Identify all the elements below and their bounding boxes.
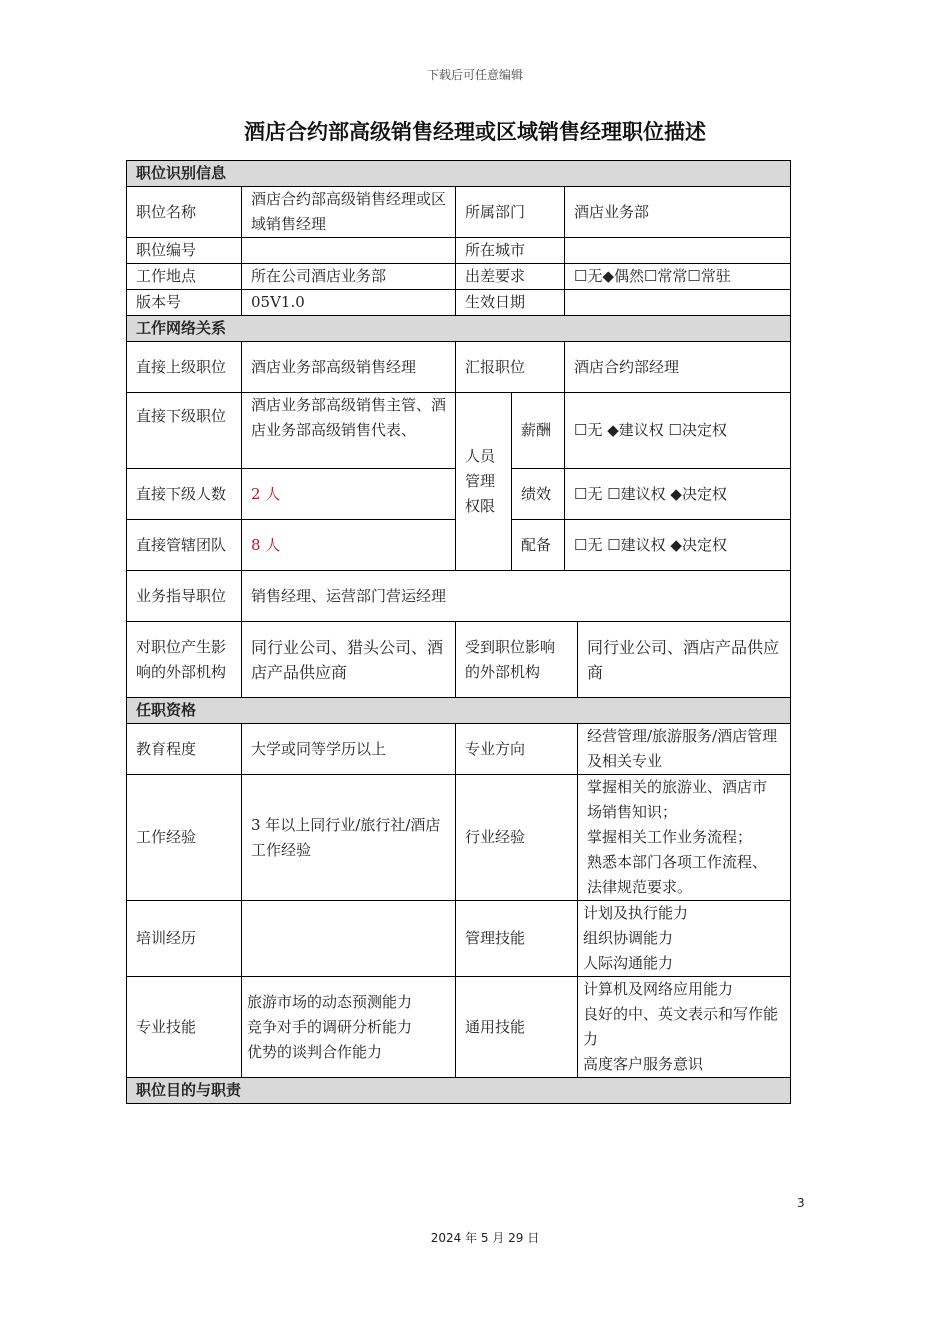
city-value [565, 238, 791, 264]
mgmt-skill-line: 组织协调能力 [583, 929, 674, 947]
superior-label: 直接上级职位 [127, 342, 242, 393]
performance-label: 绩效 [512, 469, 565, 520]
staffing-label: 配备 [512, 520, 565, 571]
influenced-label: 受到职位影响的外部机构 [456, 622, 578, 698]
influence-out-value: 同行业公司、猎头公司、酒店产品供应商 [242, 622, 456, 698]
work-exp-label: 工作经验 [127, 775, 242, 901]
location-value: 所在公司酒店业务部 [242, 264, 456, 290]
section-purpose: 职位目的与职责 [127, 1078, 791, 1104]
training-value [242, 901, 456, 977]
mgmt-skill-line: 人际沟通能力 [583, 954, 674, 972]
personnel-authority-label: 人员管理权限 [456, 393, 512, 571]
industry-exp-value [578, 775, 791, 901]
department-label: 所属部门 [456, 187, 565, 238]
version-label: 版本号 [127, 290, 242, 316]
location-label: 工作地点 [127, 264, 242, 290]
work-exp-value: 3 年以上同行业/旅行社/酒店工作经验 [242, 775, 456, 901]
salary-authority-value: ☐无 ◆建议权 ☐决定权 [565, 393, 791, 469]
training-label: 培训经历 [127, 901, 242, 977]
pro-skill-value [242, 977, 456, 1078]
staffing-authority-value: ☐无 ☐建议权 ◆决定权 [565, 520, 791, 571]
section-identification: 职位识别信息 [127, 161, 791, 187]
pro-skill-label: 专业技能 [127, 977, 242, 1078]
guidance-value: 销售经理、运营部门营运经理 [242, 571, 791, 622]
performance-authority-value: ☐无 ☐建议权 ◆决定权 [565, 469, 791, 520]
industry-exp-label: 行业经验 [456, 775, 578, 901]
mgmt-skill-line: 计划及执行能力 [583, 904, 689, 922]
mgmt-skill-value [578, 901, 791, 977]
education-label: 教育程度 [127, 724, 242, 775]
subordinate-value: 酒店业务部高级销售主管、酒店业务部高级销售代表、 [242, 393, 456, 469]
salary-label: 薪酬 [512, 393, 565, 469]
superior-value: 酒店业务部高级销售经理 [242, 342, 456, 393]
section-network: 工作网络关系 [127, 316, 791, 342]
page-number: 3 [797, 1196, 805, 1210]
education-value: 大学或同等学历以上 [242, 724, 456, 775]
position-name-value: 酒店合约部高级销售经理或区域销售经理 [242, 187, 456, 238]
subordinate-label: 直接下级职位 [127, 393, 242, 469]
effective-date-label: 生效日期 [456, 290, 565, 316]
report-label: 汇报职位 [456, 342, 565, 393]
influenced-value: 同行业公司、酒店产品供应商 [578, 622, 791, 698]
department-value: 酒店业务部 [565, 187, 791, 238]
general-skill-value [578, 977, 791, 1078]
footer-date: 2024 年 5 月 29 日 [430, 1231, 540, 1245]
pro-skill-line: 竞争对手的调研分析能力 [247, 1017, 413, 1036]
general-skill-line: 良好的中、英文表示和写作能力 [583, 1005, 779, 1048]
job-description-table [126, 160, 791, 1104]
team-value: 8 人 [242, 520, 456, 571]
section-qualification: 任职资格 [127, 698, 791, 724]
travel-value: ☐无◆偶然☐常常☐常驻 [565, 264, 791, 290]
major-value: 经营管理/旅游服务/酒店管理及相关专业 [578, 724, 791, 775]
general-skill-line: 高度客户服务意识 [583, 1055, 704, 1073]
subordinate-count-label: 直接下级人数 [127, 469, 242, 520]
subordinate-count-value: 2 人 [242, 469, 456, 520]
mgmt-skill-label: 管理技能 [456, 901, 578, 977]
influence-out-label: 对职位产生影响的外部机构 [127, 622, 242, 698]
general-skill-line: 计算机及网络应用能力 [583, 980, 734, 998]
version-value: 05V1.0 [242, 290, 456, 316]
document-title: 酒店合约部高级销售经理或区域销售经理职位描述 [244, 120, 706, 144]
pro-skill-line: 旅游市场的动态预测能力 [247, 992, 413, 1011]
travel-label: 出差要求 [456, 264, 565, 290]
major-label: 专业方向 [456, 724, 578, 775]
effective-date-value [565, 290, 791, 316]
position-no-label: 职位编号 [127, 238, 242, 264]
general-skill-label: 通用技能 [456, 977, 578, 1078]
city-label: 所在城市 [456, 238, 565, 264]
header-note: 下载后可任意编辑 [426, 68, 523, 82]
industry-exp-line: 掌握相关的旅游业、酒店市场销售知识； [587, 778, 768, 821]
pro-skill-line: 优势的谈判合作能力 [247, 1042, 383, 1061]
position-name-label: 职位名称 [127, 187, 242, 238]
report-value: 酒店合约部经理 [565, 342, 791, 393]
industry-exp-line: 掌握相关工作业务流程； [587, 828, 753, 846]
position-no-value [242, 238, 456, 264]
industry-exp-line: 熟悉本部门各项工作流程、法律规范要求。 [587, 853, 768, 896]
team-label: 直接管辖团队 [127, 520, 242, 571]
guidance-label: 业务指导职位 [127, 571, 242, 622]
